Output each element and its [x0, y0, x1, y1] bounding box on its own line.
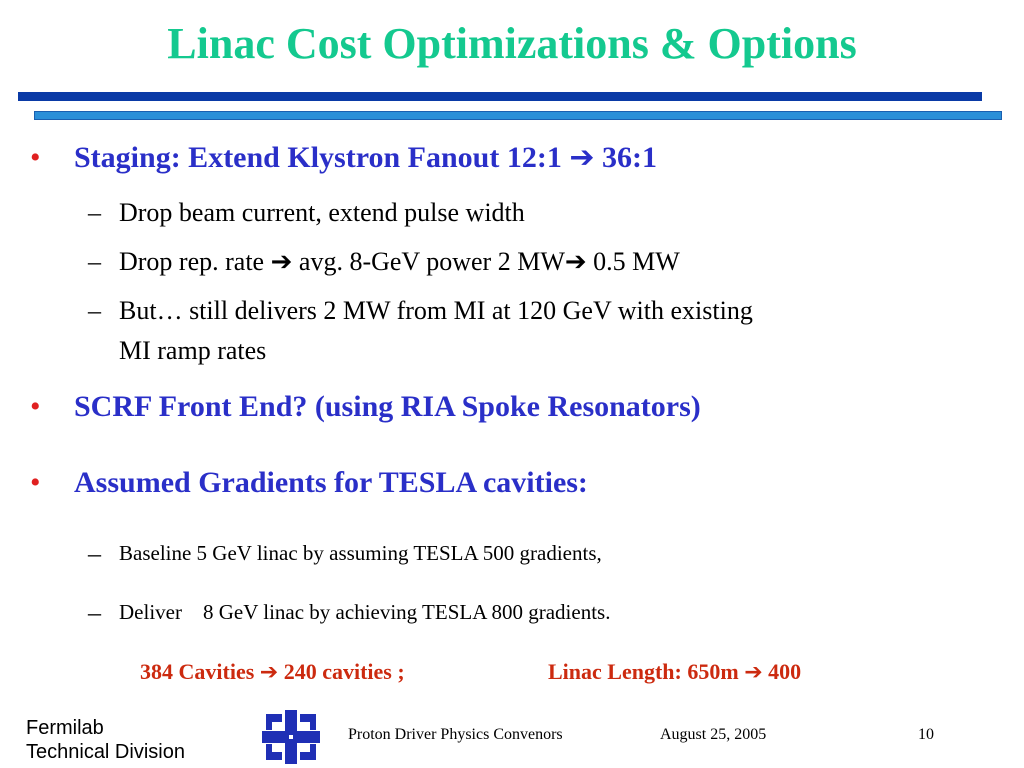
- sub-dash: –: [88, 247, 101, 276]
- note-text: 384 Cavities: [140, 659, 260, 684]
- page-number: 10: [918, 726, 934, 743]
- title-divider-dark: [18, 92, 982, 101]
- bullet-staging: [74, 140, 657, 176]
- sub-dash: –: [88, 296, 101, 325]
- fermilab-logo-icon: [262, 710, 320, 764]
- right-arrow-icon: ➔: [270, 247, 293, 277]
- cavity-count-note: [140, 657, 405, 688]
- bullet-text: Staging: Extend Klystron Fanout 12:1: [74, 141, 570, 174]
- sub-bullet-baseline: Baseline 5 GeV linac by assuming TESLA 500 gradients,: [119, 541, 602, 565]
- right-arrow-icon: ➔: [744, 660, 763, 685]
- bullet-mark: •: [30, 141, 41, 174]
- sub-dash: –: [88, 198, 101, 227]
- bullet-mark: •: [30, 390, 41, 423]
- sub-bullet-still-delivers-line2: MI ramp rates: [119, 336, 267, 365]
- sub-bullet-rep-rate: [119, 245, 680, 279]
- note-text: 240 cavities ;: [278, 659, 405, 684]
- bullet-mark: •: [30, 466, 41, 499]
- bullet-text: 36:1: [594, 141, 657, 174]
- sub-bullet-still-delivers-line1: But… still delivers 2 MW from MI at 120 GeV with existing: [119, 296, 753, 325]
- title-divider-light: [34, 111, 1002, 120]
- linac-length-note: [548, 657, 801, 688]
- bullet-gradients: Assumed Gradients for TESLA cavities:: [74, 466, 588, 499]
- sub-bullet-deliver: Deliver 8 GeV linac by achieving TESLA 800 gradients.: [119, 600, 611, 624]
- sub-dash: –: [88, 539, 101, 568]
- note-text: Linac Length: 650m: [548, 659, 745, 684]
- bullet-scrf: SCRF Front End? (using RIA Spoke Resonators): [74, 390, 701, 423]
- organization-name: [26, 716, 185, 764]
- sub-text: Drop rep. rate: [119, 247, 271, 276]
- right-arrow-icon: ➔: [259, 660, 279, 685]
- sub-dash: –: [88, 598, 101, 627]
- sub-text: 0.5 MW: [586, 247, 680, 276]
- organization-line1: Fermilab: [26, 717, 104, 739]
- slide-title: Linac Cost Optimizations & Options: [167, 19, 857, 68]
- organization-line2: Technical Division: [26, 741, 185, 763]
- footer-presenter: Proton Driver Physics Convenors: [348, 726, 563, 743]
- sub-bullet-beam-current: Drop beam current, extend pulse width: [119, 198, 525, 227]
- right-arrow-icon: ➔: [564, 247, 587, 277]
- footer-date: August 25, 2005: [660, 726, 767, 743]
- sub-text: avg. 8-GeV power 2 MW: [292, 247, 565, 276]
- note-text: 400: [762, 659, 802, 684]
- right-arrow-icon: ➔: [569, 140, 595, 175]
